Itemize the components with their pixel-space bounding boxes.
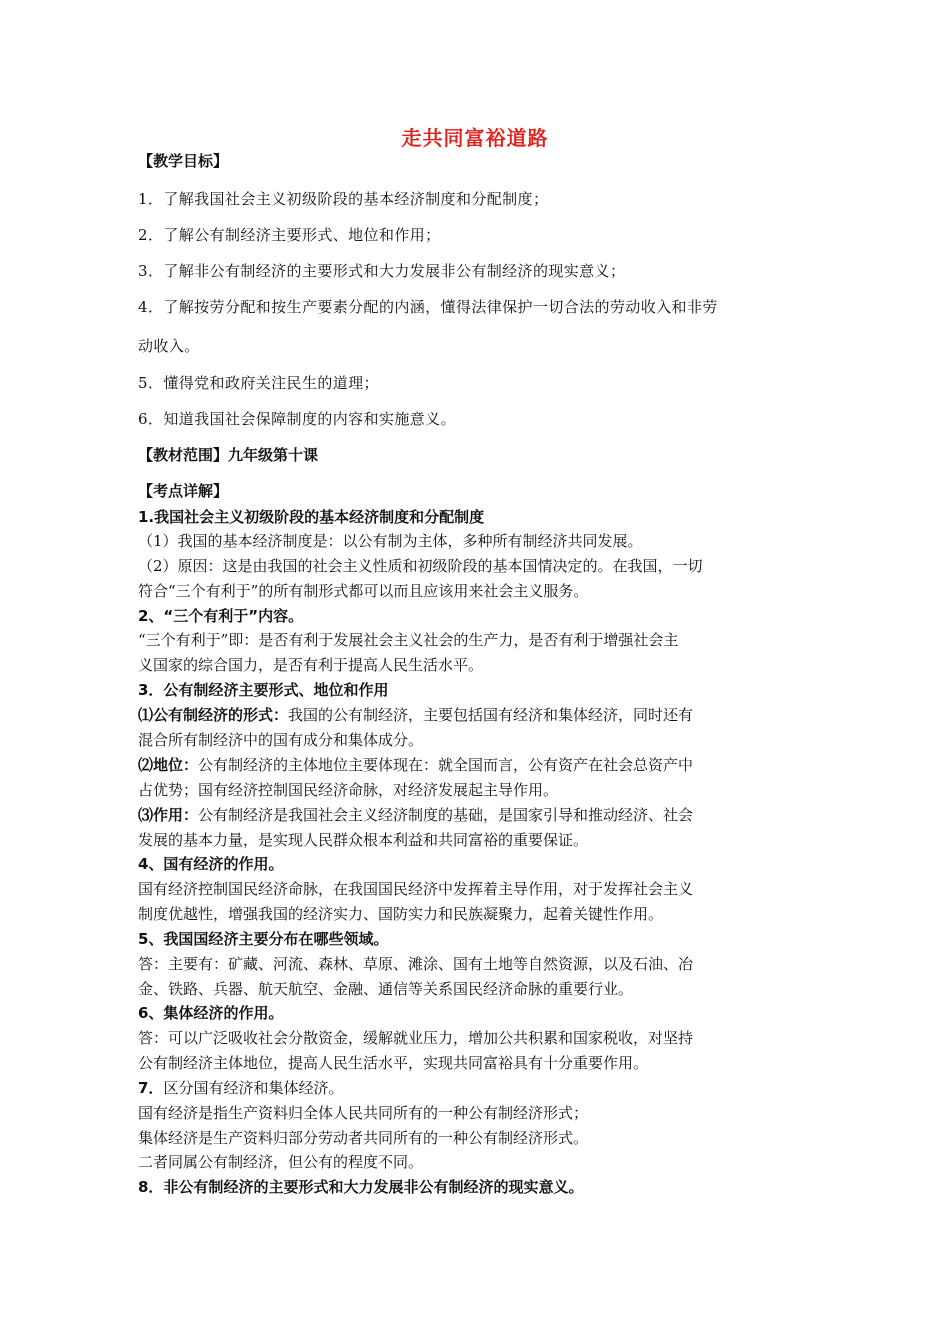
paragraph-line: 国有经济控制国民经济命脉，在我国国民经济中发挥着主导作用，对于发挥社会主义 <box>138 880 694 898</box>
goal-item: 4．了解按劳分配和按生产要素分配的内涵，懂得法律保护一切合法的劳动收入和非劳 <box>138 298 718 316</box>
paragraph-line: 国有经济是指生产资料归全体人民共同所有的一种公有制经济形式； <box>138 1104 589 1122</box>
goals-heading: 【教学目标】 <box>138 152 229 170</box>
status-text: 公有制经济的主体地位主要体现在：就全国而言，公有资产在社会总资产中 <box>198 756 694 774</box>
paragraph-line: （2）原因：这是由我国的社会主义性质和初级阶段的基本国情决定的。在我国，一切 <box>138 557 703 575</box>
section-1-heading: 1.我国社会主义初级阶段的基本经济制度和分配制度 <box>138 508 485 526</box>
paragraph-line: 二者同属公有制经济，但公有的程度不同。 <box>138 1153 424 1171</box>
details-heading: 【考点详解】 <box>138 482 229 500</box>
goal-item: 6．知道我国社会保障制度的内容和实施意义。 <box>138 410 456 428</box>
scope-line: 【教材范围】九年级第十课 <box>138 446 319 464</box>
role-text: 公有制经济是我国社会主义经济制度的基础，是国家引导和推动经济、社会 <box>198 806 694 824</box>
section-7-number: 7． <box>138 1079 164 1097</box>
paragraph-line: （1）我国的基本经济制度是：以公有制为主体，多种所有制经济共同发展。 <box>138 532 643 550</box>
section-7-heading <box>138 1078 343 1098</box>
paragraph-line <box>138 755 693 775</box>
form-label: ⑴公有制经济的形式： <box>138 706 289 724</box>
goal-item: 5．懂得党和政府关注民生的道理； <box>138 374 379 392</box>
section-3-heading: 3．公有制经济主要形式、地位和作用 <box>138 681 389 699</box>
goal-item: 3．了解非公有制经济的主要形式和大力发展非公有制经济的现实意义； <box>138 262 626 280</box>
paragraph-line: 混合所有制经济中的国有成分和集体成分。 <box>138 731 424 749</box>
goal-item: 动收入。 <box>138 337 200 355</box>
form-text: 我国的公有制经济，主要包括国有经济和集体经济，同时还有 <box>288 706 694 724</box>
paragraph-line: 金、铁路、兵器、航天航空、金融、通信等关系国民经济命脉的重要行业。 <box>138 980 634 998</box>
goal-item: 1．了解我国社会主义初级阶段的基本经济制度和分配制度； <box>138 190 549 208</box>
section-2-heading: 2、“三个有利于”内容。 <box>138 607 304 625</box>
paragraph-line <box>138 705 693 725</box>
document-title: 走共同富裕道路 <box>401 126 549 150</box>
paragraph-line: 答：主要有：矿藏、河流、森林、草原、滩涂、国有土地等自然资源，以及石油、冶 <box>138 955 694 973</box>
paragraph-line: 发展的基本力量，是实现人民群众根本利益和共同富裕的重要保证。 <box>138 831 589 849</box>
section-4-heading: 4、国有经济的作用。 <box>138 855 284 873</box>
paragraph-line: 集体经济是生产资料归部分劳动者共同所有的一种公有制经济形式。 <box>138 1129 589 1147</box>
section-8-heading: 8．非公有制经济的主要形式和大力发展非公有制经济的现实意义。 <box>138 1178 584 1196</box>
status-label: ⑵地位： <box>138 756 199 774</box>
paragraph-line: 义国家的综合国力，是否有利于提高人民生活水平。 <box>138 656 484 674</box>
paragraph-line: 符合“三个有利于”的所有制形式都可以而且应该用来社会主义服务。 <box>138 582 589 600</box>
paragraph-line: 制度优越性，增强我国的经济实力、国防实力和民族凝聚力，起着关键性作用。 <box>138 905 664 923</box>
section-6-heading: 6、集体经济的作用。 <box>138 1004 284 1022</box>
paragraph-line: “三个有利于”即：是否有利于发展社会主义社会的生产力，是否有利于增强社会主 <box>138 631 679 649</box>
section-5-heading: 5、我国国经济主要分布在哪些领域。 <box>138 930 389 948</box>
paragraph-line: 占优势；国有经济控制国民经济命脉，对经济发展起主导作用。 <box>138 781 559 799</box>
paragraph-line <box>138 805 693 825</box>
role-label: ⑶作用： <box>138 806 199 824</box>
paragraph-line: 答：可以广泛吸收社会分散资金，缓解就业压力，增加公共积累和国家税收，对坚持 <box>138 1029 694 1047</box>
paragraph-line: 公有制经济主体地位，提高人民生活水平，实现共同富裕具有十分重要作用。 <box>138 1054 649 1072</box>
section-7-title: 区分国有经济和集体经济。 <box>163 1079 344 1097</box>
goal-item: 2．了解公有制经济主要形式、地位和作用； <box>138 226 441 244</box>
